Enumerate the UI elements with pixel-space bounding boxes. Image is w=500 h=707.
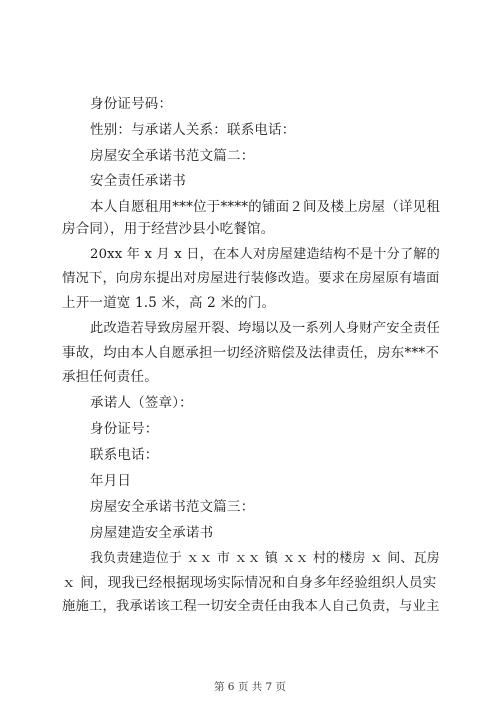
id-label: 身份证号： [90,421,159,437]
page-number-footer: 第 6 页 共 7 页 [213,681,287,693]
paragraph-line: 我负责建造位于 ｘｘ 市 ｘｘ 镇 ｘｘ 村的楼房 ｘ 间、瓦房 [90,551,440,566]
subtitle-construction-safety: 房屋建造安全承诺书 [90,525,214,541]
gender-relation-phone-label: 性别：与承诺人关系：联系电话： [90,122,296,138]
paragraph-line: 承担任何责任。 [62,369,158,385]
paragraph-line: 上开一道宽 1.5 米，高 2 米的门。 [62,295,276,311]
paragraph-line: 此改造若导致房屋开裂、垮塌以及一系列人身财产安全责任 [90,321,441,336]
id-number-label: 身份证号码： [90,96,173,112]
paragraph-line: 本人自愿租用***位于****的铺面２间及楼上房屋（详见租 [90,199,441,215]
section-heading-three: 房屋安全承诺书范文篇三： [90,499,255,515]
paragraph-line: 事故，均由本人自愿承担一切经济赔偿及法律责任，房东***不 [62,345,440,361]
paragraph-line: 20xx 年 x 月 x 日，在本人对房屋建造结构不是十分了解的 [90,247,441,262]
section-heading-two: 房屋安全承诺书范文篇二： [90,148,255,164]
subtitle-safety-responsibility: 安全责任承诺书 [90,173,186,189]
signatory-label: 承诺人（签章）： [90,395,193,411]
paragraph-line: ｘ 间，现我已经根据现场实际情况和自身多年经验组织人员实 [62,575,437,591]
phone-label: 联系电话： [90,447,159,463]
paragraph-line: 施施工，我承诺该工程一切安全责任由我本人自己负责，与业主 [62,599,440,614]
paragraph-line: 房合同），用于经营沙县小吃餐馆。 [62,221,275,237]
date-label: 年月日 [90,473,132,489]
paragraph-line: 情况下，向房东提出对房屋进行装修改造。要求在房屋原有墙面 [62,271,440,286]
